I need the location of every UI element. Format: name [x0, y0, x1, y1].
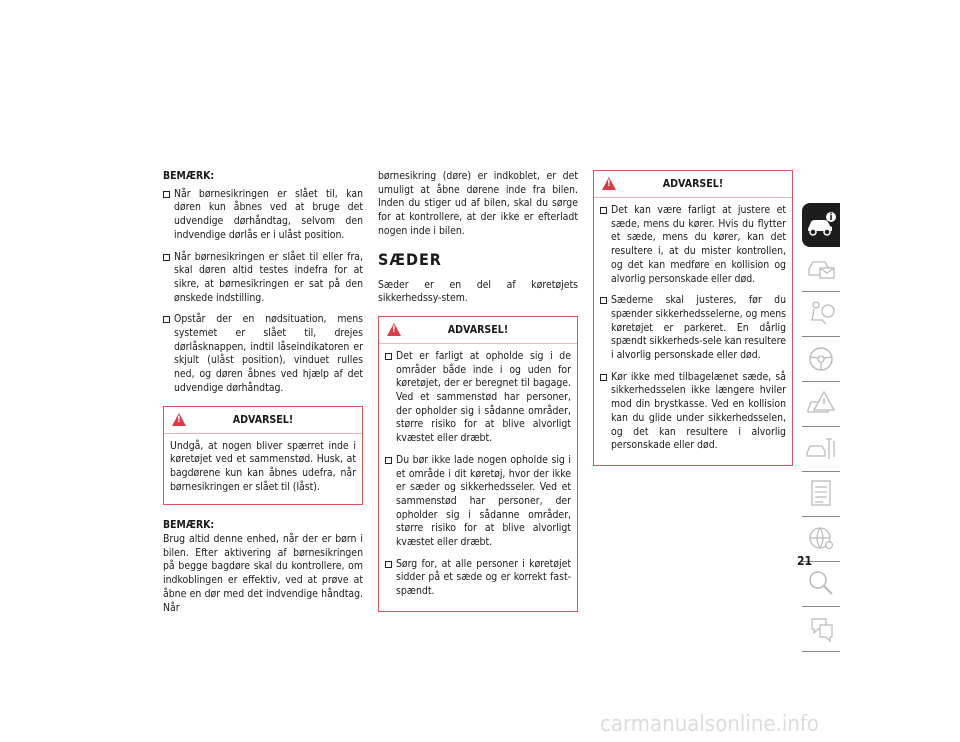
tab-car-info[interactable] — [802, 203, 840, 247]
globe-icon — [804, 521, 838, 555]
steering-wheel-icon — [804, 341, 838, 375]
chapter-tab-sidebar — [802, 203, 842, 652]
list-item: Du bør ikke lade nogen opholde sig i et område i dit køretøj, hvor der ikke er sæder og sikkerhedsseler. Ved et sammenstød har personer, der opholder sig i sådanne områder, større risiko for at blive alvorligt kvæstet eller dræbt. — [385, 454, 571, 550]
watermark: carmanualsonline.info — [600, 712, 819, 737]
tab-index[interactable] — [802, 562, 840, 607]
warning-triangle-icon — [387, 323, 401, 336]
note-text: Brug altid denne enhed, når der er børn i bilen. Efter aktivering af børnesikringen på begge bagdøre skal du kontrollere, om indkoblingen er effektiv, ved at prøve at åbne en dør med det indvendige håndtag. Når — [163, 533, 363, 614]
tab-specifications[interactable] — [802, 472, 840, 517]
column-right — [593, 170, 793, 466]
tab-mail[interactable] — [802, 247, 840, 292]
language-icon — [804, 611, 838, 645]
section-intro: Sæder er en del af køretøjets sikkerhedssy-stem. — [378, 278, 578, 305]
warning-triangle-icon — [602, 177, 616, 190]
note-bullet-list — [163, 188, 363, 396]
warning-title: ADVARSEL! — [662, 178, 724, 190]
list-item: Sæderne skal justeres, før du spænder sikkerhedsselerne, og mens køretøjet er parkeret. En dårlig spændt sikkerheds-sele kan resultere i alvorlig personskade eller død. — [600, 294, 786, 363]
column-left — [163, 170, 363, 615]
warning-header — [594, 171, 792, 198]
tab-warning-lights[interactable] — [802, 382, 840, 427]
mail-icon — [804, 251, 838, 285]
checklist-icon — [804, 476, 838, 510]
list-item: Det kan være farligt at justere et sæde, mens du kører. Hvis du flytter et sæde, mens du kører, kan det resultere i, at du mister kontrollen, og det kan medføre en kollision og alvorlig personskade eller død. — [600, 204, 786, 286]
tab-language[interactable] — [802, 607, 840, 652]
warning-box — [163, 406, 363, 506]
list-item: Sørg for, at alle personer i køretøjet sidder på et sæde og er korrekt fast-spændt. — [385, 558, 571, 599]
list-item: Opstår der en nødsituation, mens systemet er slået til, drejes dørlåsknappen, indtil låseindikatoren er skjult (ulåst position), vinduet rulles ned, og døren åbnes ved hjælp af det udvendige dørhåndtag. — [163, 313, 363, 395]
warning-box — [378, 316, 578, 612]
warning-body — [594, 198, 792, 465]
airbag-icon — [804, 296, 838, 330]
list-item: Det er farligt at opholde sig i de områder både inde i og uden for køretøjet, der er beregnet til bagage. Ved et sammenstød har personer, der opholder sig i sådanne områder, større risiko for at blive alvorligt kvæstet eller dræbt. — [385, 350, 571, 446]
warning-title: ADVARSEL! — [232, 413, 294, 426]
section-heading: SÆDER — [378, 249, 442, 269]
warning-text: Undgå, at nogen bliver spærret inde i køretøjet ved et sammenstød. Husk, at bagdørene kun kan åbnes udefra, når børnesikringen er slået til (låst). — [170, 439, 356, 493]
note-label: BEMÆRK: — [163, 170, 215, 182]
tab-steering[interactable] — [802, 337, 840, 382]
list-item: Kør ikke med tilbagelænet sæde, så sikkerhedsselen ikke længere hviler mod din brystkasse. Ved en kollision kan du glide under sikkerhedsselen, og det kan resultere i alvorlig personskade eller død. — [600, 371, 786, 453]
car-service-icon — [804, 431, 838, 465]
warning-box — [593, 170, 793, 466]
magnifier-icon — [804, 566, 838, 600]
note-label: BEMÆRK: — [163, 519, 215, 532]
warning-body — [379, 344, 577, 611]
warning-bullet-list — [385, 350, 571, 599]
list-item: Når børnesikringen er slået til eller fra, skal døren altid testes indefra for at sikre, at børnesikringen er sat på den ønskede indstilling. — [163, 251, 363, 306]
continued-text: børnesikring (døre) er indkoblet, er det umuligt at åbne dørene inde fra bilen. Inden du stiger ud af bilen, skal du sørge for at kontrollere, at der ikke er efterladt nogen inde i bilen. — [378, 170, 578, 237]
warning-bullet-list — [600, 204, 786, 453]
car-info-icon — [804, 207, 838, 241]
column-middle — [378, 170, 578, 612]
warning-header — [379, 317, 577, 344]
warning-body — [164, 434, 362, 505]
warning-triangle-icon — [172, 413, 186, 426]
warning-light-icon — [804, 386, 838, 420]
warning-title: ADVARSEL! — [447, 323, 509, 336]
page-number: 21 — [797, 554, 813, 568]
tab-service[interactable] — [802, 427, 840, 472]
warning-header — [164, 407, 362, 434]
tab-airbag[interactable] — [802, 292, 840, 337]
list-item: Når børnesikringen er slået til, kan døren kun åbnes ved at bruge det udvendige dørhåndtag, selvom den indvendige dørlås er i ulåst position. — [163, 188, 363, 243]
